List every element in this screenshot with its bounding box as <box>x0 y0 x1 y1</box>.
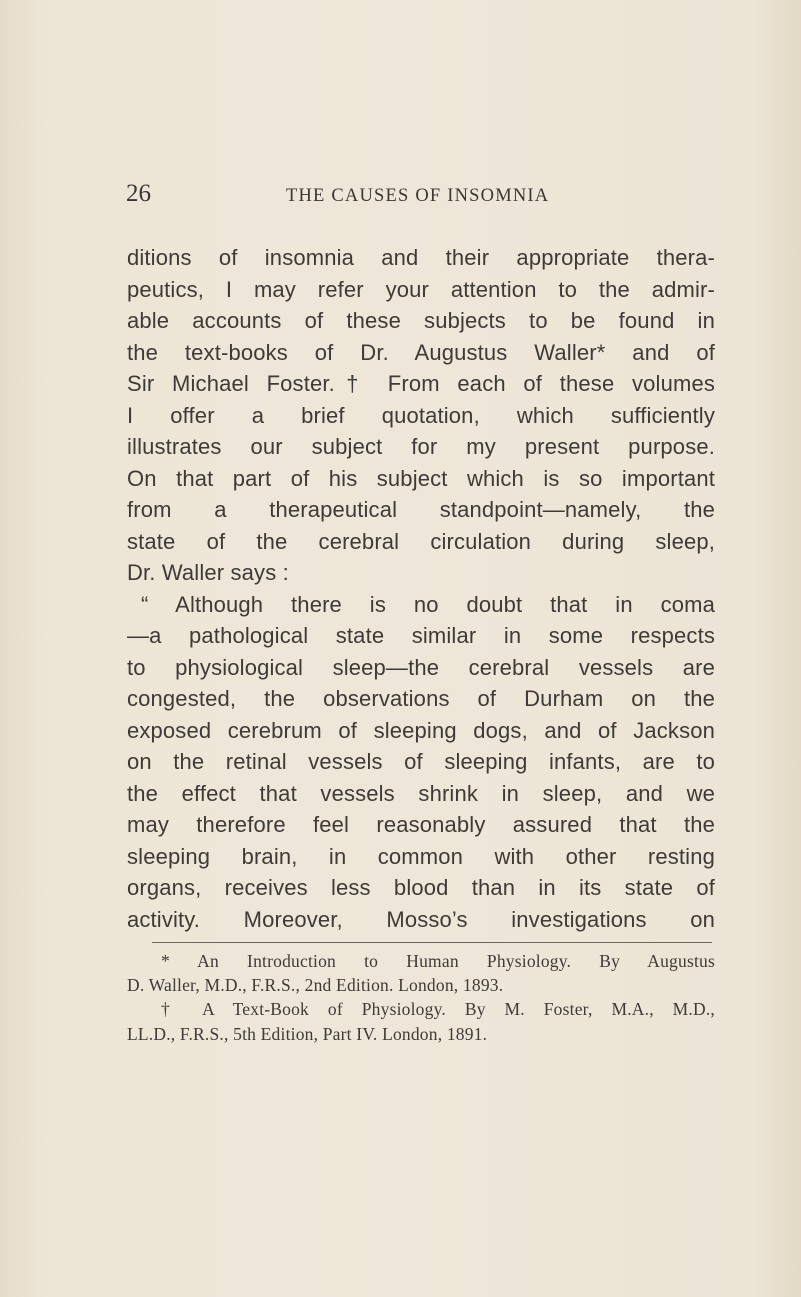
quote-line: the effect that vessels shrink in sleep, and we <box>127 780 715 806</box>
text-line: the text-books of Dr. Augustus Waller* and of <box>127 339 715 365</box>
page-header <box>126 180 716 220</box>
text-line: Dr. Waller says : <box>127 560 289 585</box>
footnote-line: LL.D., F.R.S., 5th Edition, Part IV. London, 1891. <box>127 1023 488 1044</box>
text-line: I offer a brief quotation, which sufficiently <box>127 402 715 428</box>
quote-line: to physiological sleep—the cerebral vessels are <box>127 654 715 680</box>
text-line: illustrates our subject for my present purpose. <box>127 434 715 459</box>
footnote-line: † A Text-Book of Physiology. By M. Foster, M.A., M.D., <box>161 999 715 1020</box>
footnote-line: * An Introduction to Human Physiology. By Augustus <box>161 951 715 971</box>
footnote-divider <box>152 942 712 943</box>
quote-line: on the retinal vessels of sleeping infants, are to <box>127 749 715 774</box>
quote-line: sleeping brain, in common with other resting <box>127 843 715 869</box>
quote-line: “ Although there is no doubt that in coma <box>141 591 715 617</box>
text-line: Sir Michael Foster.† From each of these volumes <box>127 371 715 396</box>
footnote-line: D. Waller, M.D., F.R.S., 2nd Edition. London, 1893. <box>127 975 504 996</box>
text-line: state of the cerebral circulation during sleep, <box>127 528 715 554</box>
quote-line: may therefore feel reasonably assured that the <box>127 812 715 837</box>
body-text <box>127 242 715 935</box>
text-line: able accounts of these subjects to be found in <box>127 308 715 333</box>
quote-line: exposed cerebrum of sleeping dogs, and of Jackson <box>127 717 715 743</box>
text-line: from a therapeutical standpoint—namely, the <box>127 497 715 522</box>
text-line: On that part of his subject which is so important <box>127 465 715 491</box>
text-line: ditions of insomnia and their appropriate thera- <box>127 245 715 270</box>
quote-line: congested, the observations of Durham on the <box>127 686 715 711</box>
page-number: 26 <box>126 180 151 207</box>
running-head: THE CAUSES OF INSOMNIA <box>286 186 550 206</box>
text-line: peutics, I may refer your attention to the admir- <box>127 276 715 302</box>
footnotes <box>127 949 715 1046</box>
quote-line: activity. Moreover, Mosso’s investigations on <box>127 906 715 932</box>
quote-line: organs, receives less blood than in its state of <box>127 875 715 900</box>
quote-line: —a pathological state similar in some respects <box>127 623 715 648</box>
